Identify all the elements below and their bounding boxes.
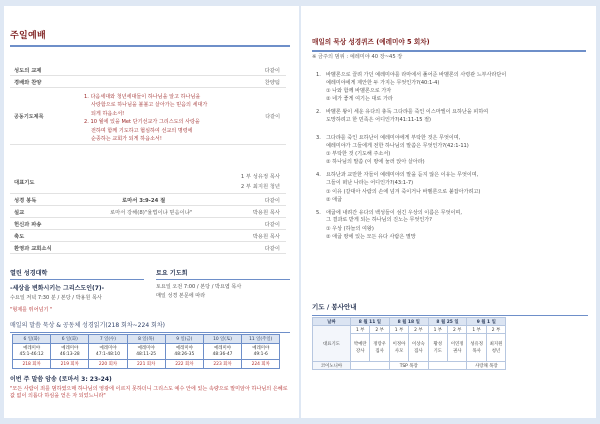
reading-count: 219 회차 <box>51 360 89 369</box>
service-date: 8 월 25 일 <box>428 318 467 326</box>
quiz-option: ① 부탁한 것 (기도해 주소서) <box>326 151 391 158</box>
order-label: 설교 <box>14 209 25 216</box>
person-role: 청년 <box>491 348 501 354</box>
book-name: 예레미야 <box>23 345 41 351</box>
reading-day: 6 일(화) <box>13 335 51 344</box>
page-border-left <box>0 0 4 424</box>
service-parts-row <box>313 326 506 334</box>
reading-book <box>13 344 51 360</box>
reading-day: 10 일(토) <box>203 335 241 344</box>
quiz-option: ② 하나님의 말씀 (이 땅에 눌러 앉아 살아라) <box>326 159 425 166</box>
person-role: 집사 <box>414 348 423 354</box>
service-person <box>351 334 370 362</box>
reading-count: 222 회차 <box>165 360 203 369</box>
service-part: 2 부 <box>486 326 505 334</box>
prayer-line: 1. 다음세대와 청년세대들이 하나님을 알고 하나님을 <box>84 94 201 100</box>
person-name: 박예란 <box>353 341 367 347</box>
reading-day: 6 일(화) <box>51 335 89 344</box>
order-mid: 로마서 강해(8)"율법이냐 믿음이냐" <box>110 209 193 216</box>
book-range: 47:1-48:10 <box>95 351 121 357</box>
service-part: 1 부 <box>351 326 370 334</box>
saturday-title: 토요 기도회 <box>156 270 188 277</box>
order-row <box>10 230 286 242</box>
reading-book <box>89 344 127 360</box>
book-name: 예레미야 <box>252 345 270 351</box>
reading-book <box>165 344 203 360</box>
rep-prayer-2: 2 부 최지원 청년 <box>240 183 280 190</box>
person-role: 집사 <box>375 348 384 354</box>
service-table <box>312 317 506 370</box>
service-person <box>467 334 486 362</box>
person-role: 기도 <box>433 348 443 354</box>
reading-book <box>127 344 165 360</box>
service-part: 2 부 <box>447 326 466 334</box>
service-date: 8 월 18 일 <box>389 318 428 326</box>
reading-day: 8 일(목) <box>127 335 165 344</box>
worship-title-rule <box>10 45 290 47</box>
column-divider <box>299 6 301 418</box>
book-name: 예레미야 <box>214 345 232 351</box>
reading-book <box>242 344 280 360</box>
univ-note: "형제를 뛰어넘기 " <box>10 307 53 313</box>
reading-book <box>51 344 89 360</box>
koinonia-group: 사랑채 목장 <box>467 362 506 370</box>
quiz-line: 그 결과로 받게 되는 하나님의 진노는 무엇인가? <box>326 217 432 224</box>
person-name: 이연정 <box>450 341 464 347</box>
person-name: 황성 <box>433 341 443 347</box>
order-right: 다같이 <box>264 197 280 204</box>
quiz-option: ① 우상 (하늘의 여왕) <box>326 226 374 233</box>
prayer-line: 전하며 함께 기도하고 협심하여 선교의 명령에 <box>91 127 193 134</box>
order-mid: 로마서 3:9-24 절 <box>122 197 166 204</box>
memory-verse-title: 이번 주 말씀 암송 (로마서 3: 23-24) <box>10 376 112 383</box>
order-right: 다같이 <box>264 67 280 74</box>
saturday-time: 토요일 오전 7:00 / 본당 / 박요엽 목사 <box>156 284 242 290</box>
order-row <box>10 170 286 194</box>
service-part: 1 부 <box>389 326 408 334</box>
person-name: 이정아 <box>392 341 406 347</box>
prayer-label: 공동기도제목 <box>14 114 44 120</box>
quiz-item <box>316 172 586 203</box>
order-label: 성도의 교제 <box>14 67 42 74</box>
reading-title: 매일의 말씀 묵상 & 공동체 성경읽기(218 회차~224 회차) <box>10 322 165 329</box>
prayer-line: 되게 하옵소서! <box>91 110 125 117</box>
worship-order-top <box>10 64 286 88</box>
reading-count: 220 회차 <box>89 360 127 369</box>
order-label: 성경 봉독 <box>14 197 37 204</box>
quiz-line: 그다랴를 죽인 요하난이 예레미야에게 부탁한 것은 무엇이며, <box>326 134 461 141</box>
person-role: 강사 <box>355 348 365 354</box>
prayer-line: 2. 10 월에 있을 Met 단기선교가 그리스도의 사랑을 <box>84 119 200 126</box>
service-part: 2 부 <box>409 326 428 334</box>
order-right: 박용원 목사 <box>252 209 280 216</box>
service-person <box>428 334 447 362</box>
service-title: 기도 / 봉사안내 <box>312 303 357 311</box>
quiz-option: ② 애굽 땅에 있는 모든 유다 사람은 멸망 <box>326 234 416 241</box>
quiz-item <box>316 135 586 166</box>
page-border-right <box>596 0 600 424</box>
quiz-option: ② 네가 좋게 여기는 대로 가라 <box>326 96 393 103</box>
quiz-option: ② 애굽 <box>326 196 343 203</box>
reading-count-row <box>13 360 280 369</box>
reading-count: 218 회차 <box>13 360 51 369</box>
quiz-line: 애굽에 내려간 유다의 백성들이 섬긴 우상의 이름은 무엇이며, <box>326 209 462 216</box>
quiz-title-rule <box>312 50 586 52</box>
quiz-questions <box>316 72 586 247</box>
order-right <box>206 172 286 192</box>
reading-count: 224 회차 <box>242 360 280 369</box>
order-row <box>10 64 286 76</box>
univ-time: 수요일 저녁 7:30 분 / 본당 / 박용원 목사 <box>10 295 102 301</box>
quiz-line: 도망하려고 한 민족은 어디인가?(41:11-15 절) <box>326 117 432 124</box>
open-bible-university <box>10 268 148 313</box>
book-range: 48:11-25 <box>136 351 157 357</box>
reading-count: 223 회차 <box>203 360 241 369</box>
service-person <box>409 334 428 362</box>
worship-section <box>10 28 290 47</box>
person-name: 정랑우 <box>373 341 386 347</box>
service-rule <box>312 315 588 316</box>
saturday-rule <box>156 279 290 280</box>
univ-subtitle: -세상을 변화시키는 그리스도인(7)- <box>10 285 105 292</box>
service-date: 9 월 1 일 <box>467 318 506 326</box>
quiz-item <box>316 210 586 241</box>
order-right: 다같이 <box>264 221 280 228</box>
koinonia-label: 코이노니아 <box>313 362 351 370</box>
book-range: 48:26-35 <box>174 351 195 357</box>
service-header-row <box>313 318 506 326</box>
quiz-line: 바벨론 왕이 세운 유다의 총독 그다랴를 죽인 이스마엘이 요하난을 피하여 <box>326 109 489 116</box>
person-name: 최지원 <box>489 341 503 347</box>
order-right: 찬양팀 <box>264 79 280 86</box>
service-part: 1 부 <box>428 326 447 334</box>
book-range: 49:1-6 <box>253 351 268 357</box>
order-row <box>10 206 286 218</box>
order-label: 환영과 교회소식 <box>14 245 52 252</box>
service-koinonia-row <box>313 362 506 370</box>
worship-order-bottom <box>10 170 286 254</box>
quiz-num: 3. <box>316 134 321 141</box>
koinonia-group: TSP 목장 <box>389 362 428 370</box>
koinonia-group <box>351 362 390 370</box>
quiz-num: 4. <box>316 172 321 179</box>
memory-verse-body: "모든 사람이 죄를 범하였으매 하나님의 영광에 이르지 못하더니 그리스도 예수 안에 있는 속량으로 말미암아 하나님의 은혜로 값 없이 의롭다 하심을 얻은 자 되었느니라" <box>10 386 288 400</box>
page-border-bottom <box>0 418 600 424</box>
order-label: 축도 <box>14 233 25 240</box>
koinonia-group <box>428 362 467 370</box>
service-person <box>486 334 505 362</box>
univ-rule <box>10 279 144 280</box>
person-role: 목사 <box>472 348 481 354</box>
book-range: 48:36-47 <box>212 351 233 357</box>
prayer-lines <box>84 93 234 143</box>
order-label: 경배와 찬양 <box>14 79 42 86</box>
prayer-line: 순종하는 교회가 되게 하옵소서! <box>91 136 162 143</box>
quiz-line: 요하난과 교만한 자들이 예레미야의 말을 듣지 않은 이유는 무엇이며, <box>326 172 479 179</box>
reading-table <box>12 334 280 369</box>
reading-day: 9 일(금) <box>165 335 203 344</box>
quiz-line: 예레미야에게 제안한 두 가지는 무엇인가?(40:1-4) <box>326 79 440 86</box>
service-person <box>447 334 466 362</box>
book-range: 45:1-46:12 <box>19 351 44 357</box>
prayer-line: 사랑함으로 하나님을 볼볼고 살아가는 믿음의 세대가 <box>91 102 208 109</box>
book-name: 예레미야 <box>99 345 117 351</box>
order-label: 대표기도 <box>14 179 35 186</box>
quiz-option: ① 이유 (갈대아 사람의 손에 넘겨 죽이거나 바벨론으로 붙잡아가려고) <box>326 188 481 195</box>
book-name: 예레미야 <box>175 345 193 351</box>
reading-day: 7 일(수) <box>89 335 127 344</box>
saturday-prayer <box>156 268 290 299</box>
order-label: 헌신과 파송 <box>14 221 42 228</box>
service-rep-label: 대표기도 <box>313 326 351 362</box>
service-date: 8 월 11 일 <box>351 318 390 326</box>
person-role: 권사 <box>452 348 462 354</box>
quiz-num: 2. <box>316 109 321 116</box>
reading-plan <box>10 320 290 333</box>
book-name: 예레미야 <box>137 345 155 351</box>
quiz-line: 바벨론으로 끌려 가던 예레미야를 라마에서 풀어준 바벨론의 사령관 느부사라단이 <box>326 72 507 78</box>
quiz-option: ① 나와 함께 바벨론으로 가자 <box>326 88 392 95</box>
service-part: 1 부 <box>467 326 486 334</box>
reading-day: 11 일(주일) <box>242 335 280 344</box>
prayer-right: 다같이 <box>265 114 280 120</box>
quiz-num: 5. <box>316 209 321 216</box>
quiz-title: 매일의 묵상 성경퀴즈 (예레미야 5 회차) <box>312 38 430 46</box>
order-right: 다같이 <box>264 245 280 252</box>
rep-prayer-1: 1 부 성유정 목사 <box>240 173 280 180</box>
reading-rule <box>10 332 290 333</box>
worship-title: 주일예배 <box>10 31 46 41</box>
saturday-note: 매일 성경 본문에 따라 <box>156 293 206 299</box>
common-prayer <box>10 91 286 145</box>
service-person <box>370 334 389 362</box>
quiz-item <box>316 109 586 124</box>
univ-title: 열린 성경대학 <box>10 270 48 277</box>
quiz-section <box>312 36 586 52</box>
reading-days-row <box>13 335 280 344</box>
reading-count: 221 회차 <box>127 360 165 369</box>
book-range: 46:13-28 <box>59 351 80 357</box>
reading-books-row <box>13 344 280 360</box>
service-person <box>389 334 408 362</box>
book-name: 예레미야 <box>61 345 79 351</box>
order-row <box>10 218 286 230</box>
quiz-line: 예레미야가 그들에게 전한 하나님의 말씀은 무엇인가?(42:1-11) <box>326 142 469 149</box>
service-section <box>312 302 588 316</box>
quiz-num: 1. <box>316 72 321 78</box>
person-name: 이상숙 <box>412 341 425 347</box>
quiz-line: 그들이 떠난 나라는 어디인가?(43:1-7) <box>326 179 414 186</box>
quiz-item <box>316 72 586 103</box>
order-row <box>10 194 286 206</box>
order-row <box>10 76 286 88</box>
service-date-label: 날짜 <box>313 318 351 326</box>
person-role: 사모 <box>394 348 404 354</box>
quiz-scope: ※ 금주의 범위 : 예레미야 40 장~45 장 <box>312 54 403 60</box>
order-right: 박용원 목사 <box>252 233 280 240</box>
reading-book <box>203 344 241 360</box>
service-part: 2 부 <box>370 326 389 334</box>
memory-verse <box>10 374 290 400</box>
order-row <box>10 242 286 254</box>
person-name: 성유정 <box>470 341 483 347</box>
